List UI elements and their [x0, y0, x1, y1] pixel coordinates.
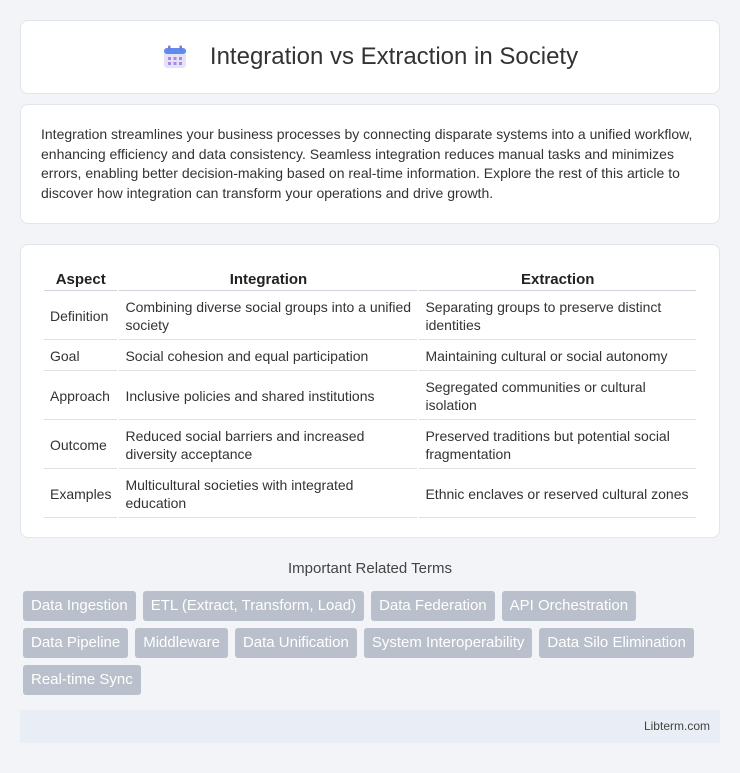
header-extraction: Extraction	[419, 267, 696, 291]
cell-aspect: Goal	[44, 342, 117, 371]
cell-extraction: Preserved traditions but potential social fragmentation	[419, 422, 696, 469]
related-terms-list	[23, 591, 723, 702]
table-row	[44, 373, 696, 420]
page-title: Integration vs Extraction in Society	[209, 43, 579, 70]
header-card	[20, 20, 720, 94]
header-integration: Integration	[119, 267, 417, 291]
table-row	[44, 293, 696, 340]
tag-data-ingestion[interactable]: Data Ingestion	[23, 591, 136, 621]
comparison-table-card	[20, 244, 720, 538]
table-row	[44, 342, 696, 371]
cell-integration: Reduced social barriers and increased diversity acceptance	[119, 422, 417, 469]
cell-extraction: Separating groups to preserve distinct identities	[419, 293, 696, 340]
cell-integration: Multicultural societies with integrated education	[119, 471, 417, 518]
tag-data-pipeline[interactable]: Data Pipeline	[23, 628, 128, 658]
cell-extraction: Ethnic enclaves or reserved cultural zones	[419, 471, 696, 518]
intro-text: Integration streamlines your business processes by connecting disparate systems into a unified workflow, enhancing efficiency and data consistency. Seamless integration reduces manual tasks and minimizes errors, enabling better decision-making based on real-time information. Explore the rest of this article to discover how integration can transform your operations and drive growth.	[41, 126, 693, 201]
tag-api-orchestration[interactable]: API Orchestration	[502, 591, 636, 621]
related-terms-title: Important Related Terms	[288, 560, 452, 577]
tag-data-unification[interactable]: Data Unification	[235, 628, 357, 658]
tag-data-silo-elimination[interactable]: Data Silo Elimination	[539, 628, 693, 658]
cell-integration: Inclusive policies and shared institutions	[119, 373, 417, 420]
cell-aspect: Definition	[44, 293, 117, 340]
intro-card	[20, 104, 720, 224]
tag-middleware[interactable]: Middleware	[135, 628, 228, 658]
comparison-table	[42, 265, 698, 520]
tag-etl[interactable]: ETL (Extract, Transform, Load)	[143, 591, 364, 621]
table-row	[44, 471, 696, 518]
cell-integration: Combining diverse social groups into a unified society	[119, 293, 417, 340]
tag-real-time-sync[interactable]: Real-time Sync	[23, 665, 141, 695]
cell-extraction: Segregated communities or cultural isolation	[419, 373, 696, 420]
footer	[20, 710, 720, 743]
cell-aspect: Approach	[44, 373, 117, 420]
calendar-icon	[162, 44, 188, 70]
table-header-row	[44, 267, 696, 291]
cell-integration: Social cohesion and equal participation	[119, 342, 417, 371]
table-row	[44, 422, 696, 469]
tag-system-interoperability[interactable]: System Interoperability	[364, 628, 533, 658]
cell-extraction: Maintaining cultural or social autonomy	[419, 342, 696, 371]
cell-aspect: Outcome	[44, 422, 117, 469]
cell-aspect: Examples	[44, 471, 117, 518]
tag-data-federation[interactable]: Data Federation	[371, 591, 495, 621]
header-aspect: Aspect	[44, 267, 117, 291]
footer-site-link[interactable]: Libterm.com	[643, 719, 710, 733]
